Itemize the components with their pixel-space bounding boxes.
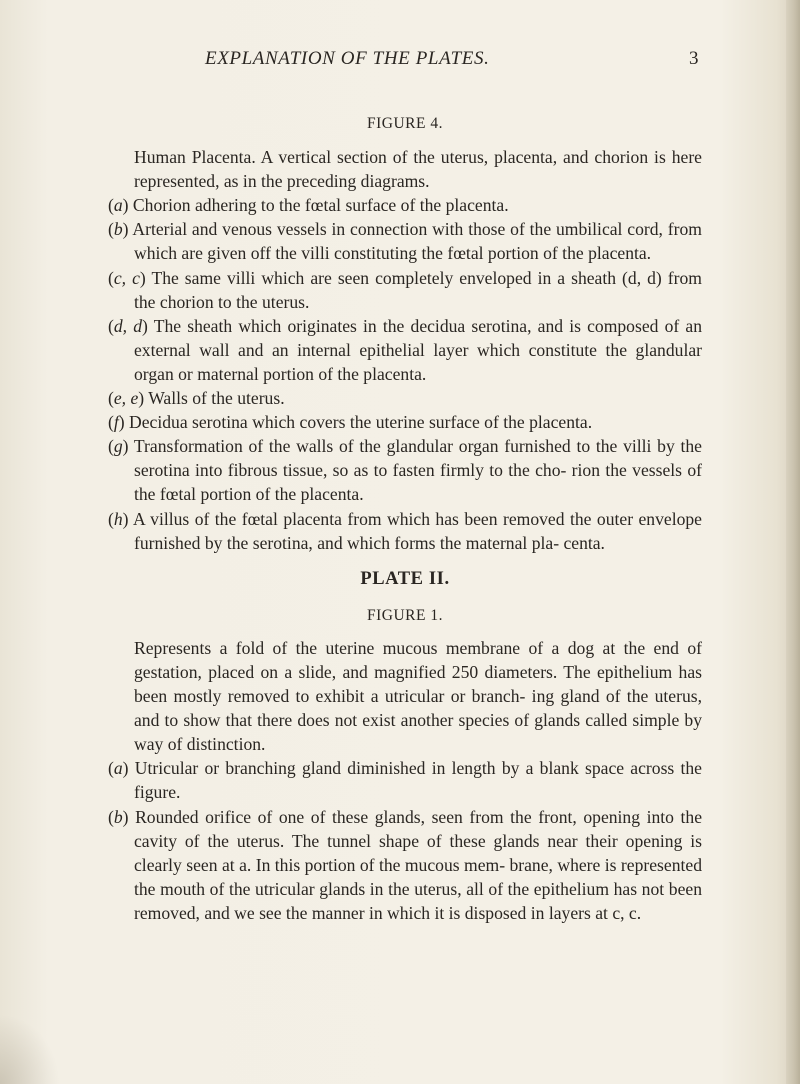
- page-number: 3: [689, 48, 699, 69]
- figure-4-heading: FIGURE 4.: [367, 115, 443, 132]
- figure-4-item-g: (g) Transformation of the walls of the glandular organ furnished to the villi by the serotina into fibrous tissue, so as to fasten firmly to the cho- rion the vessels of the fœtal portion of the placenta.: [108, 436, 702, 505]
- page-edge: [786, 0, 800, 1084]
- figure-1-item-b: (b) Rounded orifice of one of these glands, seen from the front, opening into the cavity of the uterus. The tunnel shape of these glands near their opening is clearly seen at a. In this portion of the mucous mem- brane, where is represented the mouth of the utricular glands in the uterus, all of the epithelium has not been removed, and we see the manner in which it is disposed in layers at c, c.: [108, 806, 702, 923]
- figure-4-item-a: (a) Chorion adhering to the fœtal surface of the placenta.: [108, 195, 509, 216]
- page-shadow: [0, 1014, 60, 1084]
- text-body: [108, 112, 702, 925]
- figure-4-item-f: (f) Decidua serotina which covers the uterine surface of the placenta.: [108, 412, 593, 433]
- figure-4-item-h: (h) A villus of the fœtal placenta from which has been removed the outer envelope furnished by the serotina, and which forms the maternal pla- centa.: [108, 508, 702, 553]
- figure-1-heading: FIGURE 1.: [367, 606, 443, 624]
- figure-4-item-d: (d, d) The sheath which originates in the decidua serotina, and is composed of an external wall and an internal epithelial layer which constitute the glandular organ or maternal portion of the placenta.: [108, 315, 703, 384]
- figure-4-intro: Human Placenta. A vertical section of the uterus, placenta, and chorion is here represented, as in the preceding diagrams.: [134, 147, 702, 192]
- plate-2-heading: PLATE II.: [360, 568, 450, 589]
- running-title: EXPLANATION OF THE PLATES.: [205, 48, 490, 69]
- figure-4-item-e: (e, e) Walls of the uterus.: [108, 388, 285, 409]
- figure-1-intro: Represents a fold of the uterine mucous membrane of a dog at the end of gestation, placed on a slide, and magnified 250 diameters. The epithelium has been mostly removed to exhibit a utricular or branch- ing gland of the uterus, and to show that there does not exist another species of glands called simple by way of distinction.: [134, 637, 702, 755]
- figure-4-item-c: (c, c) The same villi which are seen completely enveloped in a sheath (d, d) from the chorion to the uterus.: [108, 267, 702, 312]
- running-header: [0, 48, 800, 78]
- figure-4-item-b: (b) Arterial and venous vessels in connection with those of the umbilical cord, from which are given off the villi constituting the fœtal portion of the placenta.: [108, 219, 702, 264]
- figure-1-item-a: (a) Utricular or branching gland diminished in length by a blank space across the figure.: [108, 758, 702, 803]
